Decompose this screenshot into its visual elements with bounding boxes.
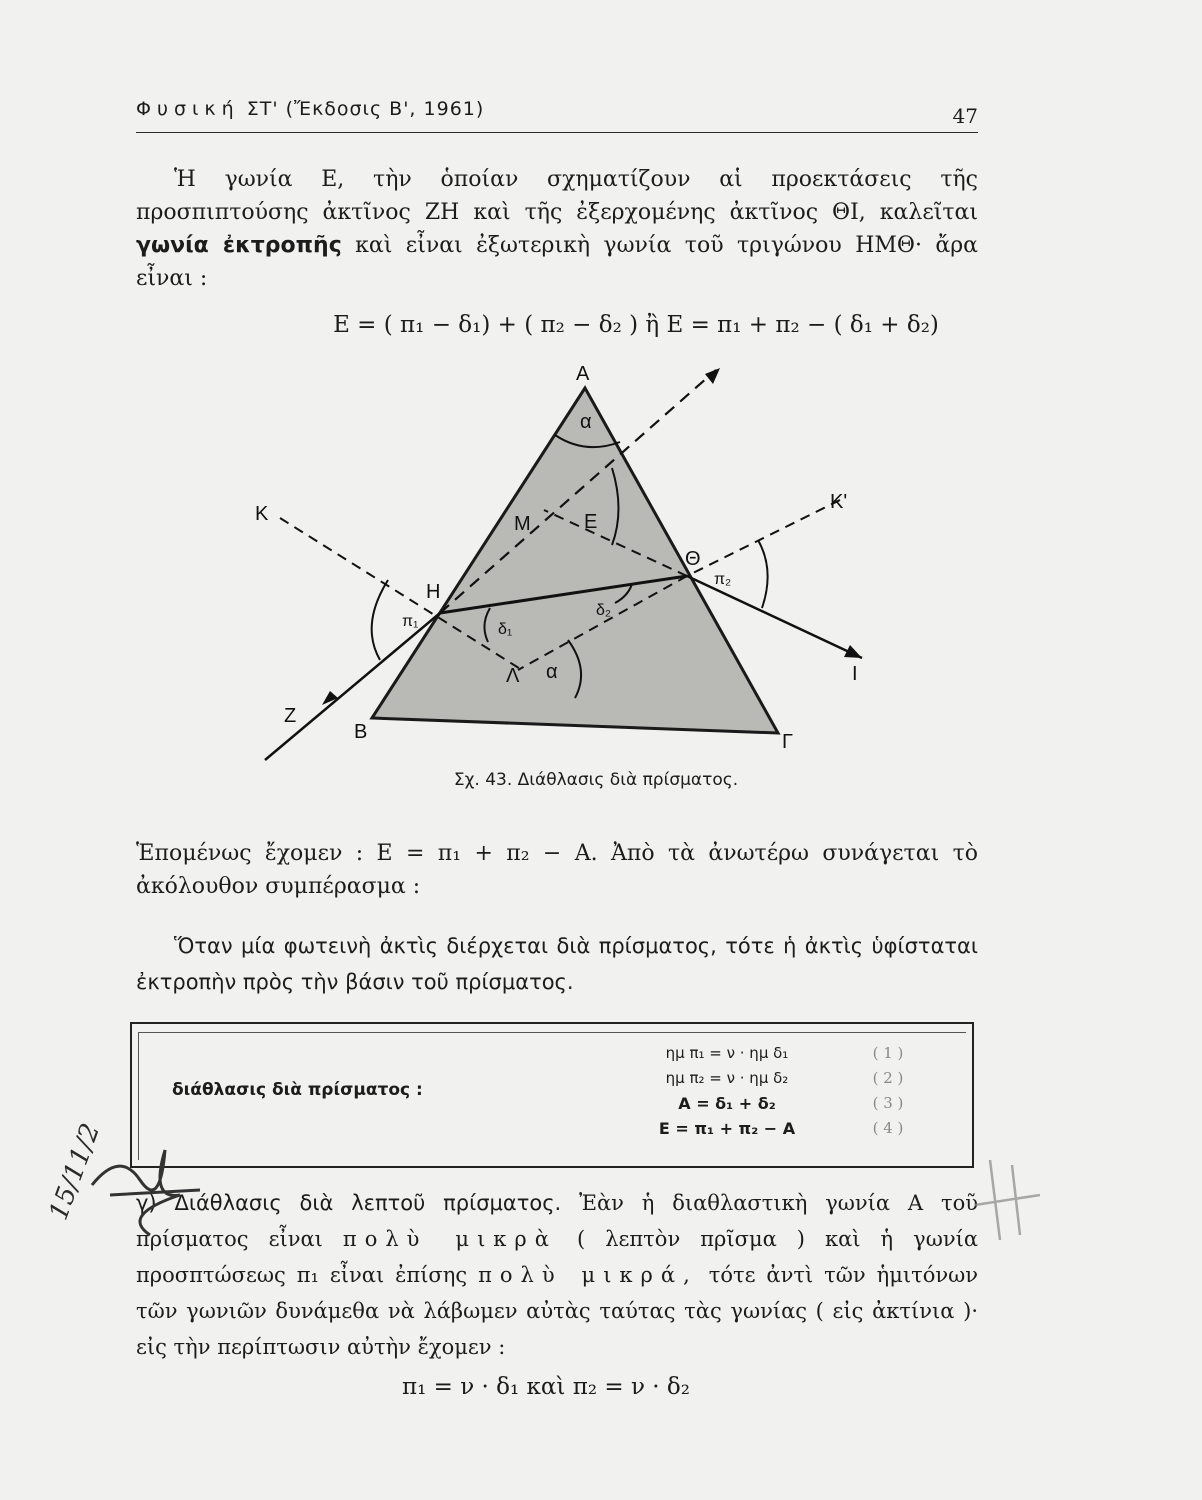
label-A: Α	[576, 363, 590, 385]
running-title-subject: Φυσική	[136, 98, 240, 120]
page-number: 47	[952, 104, 978, 128]
normal-at-Theta	[687, 500, 840, 576]
label-Theta: Θ	[685, 548, 701, 570]
running-title-edition: ΣΤ' (Ἔκδοσις Β', 1961)	[239, 98, 485, 120]
equation-number-3: ( 3 )	[872, 1094, 904, 1112]
pencil-mark-right	[975, 1160, 1040, 1240]
term-deviation-angle: γωνία ἐκτροπῆς	[136, 233, 342, 258]
label-H: Η	[426, 581, 441, 603]
paragraph-text: Ἐὰν ἡ διαθλαστικὴ γωνία Α τοῦ πρίσματος εἶναι	[136, 1191, 978, 1251]
paragraph-consequence: Ἑπομένως ἔχομεν : Ε = π₁ + π₂ − Α. Ἀπὸ τὰ ἀνωτέρω συνάγεται τὸ ἀκόλουθον συμπέρασμα :	[136, 841, 978, 899]
box-formula-list	[562, 1044, 892, 1144]
label-G: Γ	[782, 731, 794, 753]
page-header	[136, 92, 978, 133]
box-label: διάθλασις διὰ πρίσματος :	[172, 1080, 423, 1100]
paragraph-conclusion: Ὅταν μία φωτεινὴ ἀκτὶς διέρχεται διὰ πρίσματος, τότε ἡ ἀκτὶς ὑφίσταται ἐκτροπὴν πρὸς τὴν βάσιν τοῦ πρίσματος.	[136, 934, 978, 994]
deviation-formula: Ε = ( π₁ − δ₁) + ( π₂ − δ₂ ) ἢ Ε = π₁ + π₂ − ( δ₁ + δ₂)	[333, 312, 939, 338]
handwritten-date: 15/11/2	[43, 1119, 107, 1225]
emphasis-very-small: πολὺ μικρὰ	[342, 1227, 557, 1251]
label-delta2: δ₂	[596, 602, 612, 619]
label-Lambda: Λ	[506, 665, 520, 687]
equation-number-2: ( 2 )	[872, 1069, 904, 1087]
formula-summary-box	[130, 1022, 974, 1168]
equation-number-4: ( 4 )	[872, 1119, 904, 1137]
paragraph-text: τότε ἀντὶ τῶν ἡμιτόνων τῶν γωνιῶν δυνάμεθα νὰ λάβωμεν αὐτὰς ταύτας τὰς γωνίας ( εἰς ἀκτίνια )· εἰς τὴν περίπτωσιν αὐτὴν ἔχομεν :	[136, 1263, 979, 1359]
paragraph-thin-prism	[136, 1185, 978, 1365]
box-formula-3: Α = δ₁ + δ₂	[678, 1094, 776, 1113]
prism-refraction-figure	[250, 360, 858, 770]
label-I: Ι	[852, 663, 858, 685]
emphasis-very-small-2: πολὺ μικρά,	[478, 1263, 698, 1287]
label-delta1: δ₁	[498, 621, 513, 638]
box-formula-1: ημ π₁ = ν · ημ δ₁	[665, 1044, 789, 1062]
incident-ray-arrow	[322, 691, 338, 705]
section-heading-thin-prism: γ) Διάθλασις διὰ λεπτοῦ πρίσματος.	[136, 1191, 562, 1215]
paragraph-text: καὶ εἶναι ἐξωτερικὴ γωνία τοῦ τριγώνου ΗΜΘ· ἄρα εἶναι :	[136, 233, 978, 291]
label-pi2: π₂	[714, 571, 732, 588]
running-title	[136, 98, 484, 120]
arc-pi1	[372, 580, 388, 660]
arc-pi2	[758, 540, 768, 608]
box-formula-4: Ε = π₁ + π₂ − Α	[658, 1119, 796, 1138]
box-equation-numbers	[858, 1044, 918, 1144]
label-pi1: π₁	[402, 613, 419, 630]
paragraph-deviation-angle	[136, 163, 978, 295]
paragraph-text: Ἡ γωνία Ε, τὴν ὁποίαν σχηματίζουν αἱ προεκτάσεις τῆς προσπιπτούσης ἀκτῖνος ΖΗ καὶ τῆς ἐξερχομένης ἀκτῖνος ΘΙ, καλεῖται	[136, 167, 978, 225]
paragraph-text: ( λεπτὸν πρῖσμα ) καὶ ἡ γωνία προσπτώσεως π₁ εἶναι ἐπίσης	[136, 1227, 978, 1287]
label-K: Κ	[255, 503, 269, 525]
label-alpha-top: α	[580, 411, 592, 433]
figure-caption: Σχ. 43. Διάθλασις διὰ πρίσματος.	[453, 770, 739, 790]
box-formula-2: ημ π₂ = ν · ημ δ₂	[665, 1069, 789, 1087]
extension-arrow	[705, 368, 720, 384]
label-B: Β	[354, 721, 368, 743]
equation-number-1: ( 1 )	[872, 1044, 904, 1062]
label-M: Μ	[514, 513, 531, 535]
label-E: Ε	[584, 511, 598, 533]
label-K-prime: Κ'	[830, 491, 848, 513]
label-alpha-low: α	[546, 661, 558, 683]
thin-prism-formula: π₁ = ν · δ₁ καὶ π₂ = ν · δ₂	[402, 1374, 690, 1400]
label-Z: Ζ	[284, 705, 297, 727]
